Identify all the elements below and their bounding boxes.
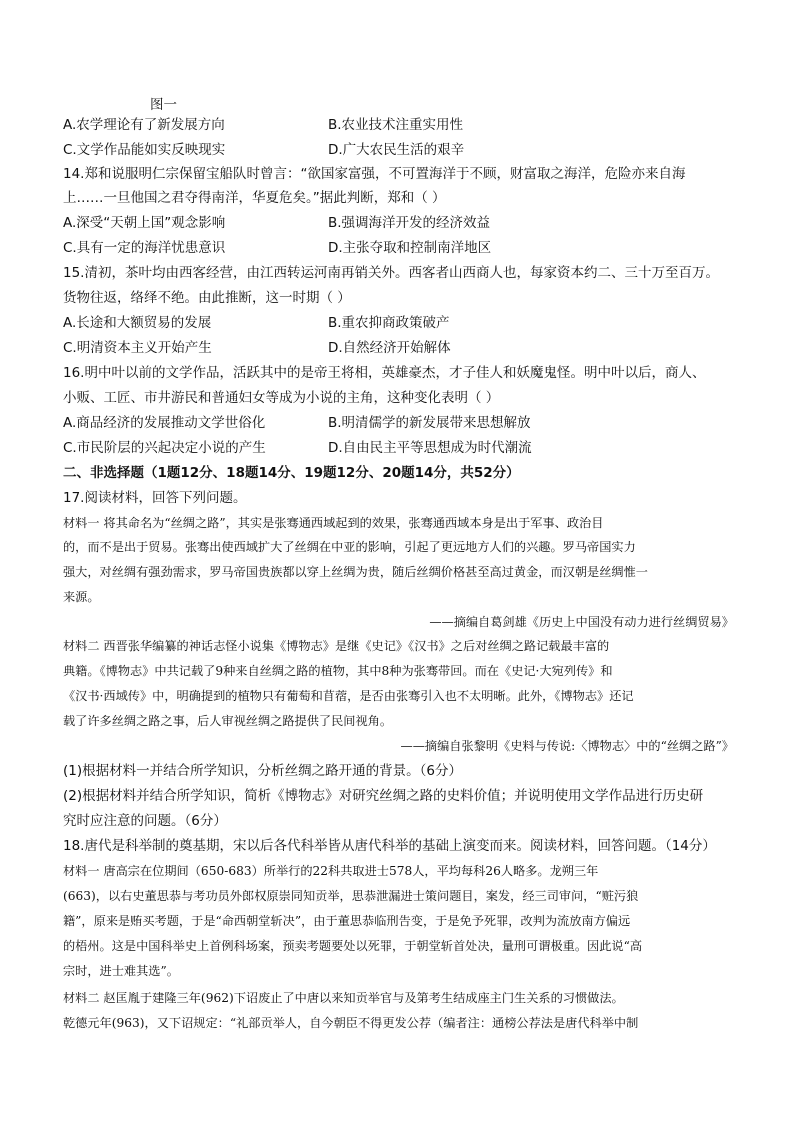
q17-material-2-line-3: 《汉书·西域传》中，明确提到的植物只有葡萄和苜蓿，是否由张骞引入也不太明晰。此外，《博物志》还记 (63, 689, 634, 703)
q17-material-1-line-3: 强大，对丝绸有强劲需求，罗马帝国贵族都以穿上丝绸为贵，随后丝绸价格甚至高过黄金，而汉朝是丝绸惟一 (63, 565, 648, 579)
q17-stem: 17.阅读材料，回答下列问题。 (63, 490, 247, 506)
q14-option-b[interactable]: B.强调海洋开发的经济效益 (328, 215, 491, 231)
q18-stem: 18.唐代是科举制的奠基期，宋以后各代科举皆从唐代科举的基础上演变而来。阅读材料，回答问题。（14分） (63, 838, 716, 854)
q16-option-c[interactable]: C.市民阶层的兴起决定小说的产生 (63, 440, 266, 456)
q17-sub-question-2-line-1: (2)根据材料并结合所学知识，简析《博物志》对研究丝绸之路的史料价值；并说明使用文学作品进行历史研 (63, 788, 704, 804)
q15-option-c[interactable]: C.明清资本主义开始产生 (63, 340, 212, 356)
q17-material-1-line-2: 的，而不是出于贸易。张骞出使西域扩大了丝绸在中亚的影响，引起了更远地方人们的兴趣。罗马帝国实力 (63, 540, 636, 554)
q16-option-d[interactable]: D.自由民主平等思想成为时代潮流 (328, 440, 532, 456)
q15-stem-line-1: 15.清初，茶叶均由西客经营，由江西转运河南再销关外。西客者山西商人也，每家资本约二、三十万至百万。 (63, 265, 719, 281)
q14-option-d[interactable]: D.主张夺取和控制南洋地区 (328, 240, 492, 256)
section-2-heading: 二、非选择题（1题12分、18题14分、19题12分、20题14分，共52分） (63, 465, 520, 481)
q15-option-b[interactable]: B.重农抑商政策破产 (328, 315, 450, 331)
q13-option-a[interactable]: A.农学理论有了新发展方向 (63, 117, 225, 133)
q16-stem-line-2: 小贩、工匠、市井游民和普通妇女等成为小说的主角，这种变化表明（ ） (63, 390, 500, 406)
q14-option-a[interactable]: A.深受“天朝上国”观念影响 (63, 215, 226, 231)
q18-material-1-line-3: 籍”，原来是贿买考题，于是“命西朝堂斩决”，由于董思恭临刑告变，于是免予死罪，改判为流放南方偏远 (63, 914, 631, 928)
q17-material-2-line-1: 材料二 西晋张华编纂的神话志怪小说集《博物志》是继《史记》《汉书》之后对丝绸之路记载最丰富的 (63, 639, 610, 653)
q14-option-c[interactable]: C.具有一定的海洋忧患意识 (63, 240, 226, 256)
q15-stem-line-2: 货物往返，络绎不绝。由此推断，这一时期（ ） (63, 290, 351, 306)
q18-material-2-line-1: 材料二 赵匡胤于建隆三年(962)下诏废止了中唐以来知贡举官与及第考生结成座主门生关系的习惯做法。 (63, 991, 624, 1005)
q17-material-2-line-2: 典籍。《博物志》中共记载了9种来自丝绸之路的植物，其中8种为张骞带回。而在《史记·大宛列传》和 (63, 664, 613, 678)
q14-stem-line-2: 上……一旦他国之君夺得南洋，华夏危矣。”据此判断，郑和（ ） (63, 190, 446, 206)
q18-material-1-line-5: 宗时，进士难其选”。 (63, 964, 179, 978)
q17-sub-question-1: (1)根据材料一并结合所学知识，分析丝绸之路开通的背景。（6分） (63, 763, 462, 779)
q17-material-1-line-1: 材料一 将其命名为“丝绸之路”，其实是张骞通西域起到的效果，张骞通西域本身是出于军事、政治目 (63, 516, 604, 530)
q17-material-1-line-4: 来源。 (63, 590, 100, 604)
q13-option-b[interactable]: B.农业技术注重实用性 (328, 117, 464, 133)
q13-option-c[interactable]: C.文学作品能如实反映现实 (63, 142, 226, 158)
q13-option-d[interactable]: D.广大农民生活的艰辛 (328, 142, 465, 158)
q16-stem-line-1: 16.明中叶以前的文学作品，活跃其中的是帝王将相，英雄豪杰，才子佳人和妖魔鬼怪。明中叶以后，商人、 (63, 365, 706, 381)
q18-material-2-line-2: 乾德元年(963)，又下诏规定：“礼部贡举人，自今朝臣不得更发公荐（编者注：通榜公荐法是唐代科举中制 (63, 1016, 639, 1030)
q17-material-2-line-4: 载了许多丝绸之路之事，后人审视丝绸之路提供了民间视角。 (63, 714, 393, 728)
q14-stem-line-1: 14.郑和说服明仁宗保留宝船队时曾言：“欲国家富强，不可置海洋于不顾，财富取之海洋，危险亦来自海 (63, 166, 686, 182)
q18-material-1-line-1: 材料一 唐高宗在位期间（650-683）所举行的22科共取进士578人，平均每科26人略多。龙朔三年 (63, 864, 599, 878)
q16-option-b[interactable]: B.明清儒学的新发展带来思想解放 (328, 415, 531, 431)
q15-option-a[interactable]: A.长途和大额贸易的发展 (63, 315, 212, 331)
q17-material-1-source: ——摘编自葛剑雄《历史上中国没有动力进行丝绸贸易》 (429, 615, 734, 629)
q15-option-d[interactable]: D.自然经济开始解体 (328, 340, 451, 356)
q17-material-2-source: ——摘编自张黎明《史料与传说:〈博物志〉中的“丝绸之路”》 (400, 739, 734, 753)
q17-sub-question-2-line-2: 究时应注意的问题。（6分） (63, 813, 227, 829)
q18-material-1-line-2: (663)，以右史董思恭与考功员外郎权原崇同知贡举，思恭泄漏进士策问题目，案发，经三司审问，“赃污狼 (63, 889, 639, 903)
q16-option-a[interactable]: A.商品经济的发展推动文学世俗化 (63, 415, 266, 431)
figure-caption: 图一 (150, 97, 177, 113)
q18-material-1-line-4: 的梧州。这是中国科举史上首例科场案，预卖考题要处以死罪，于朝堂斩首处决，量刑可谓极重。因此说“高 (63, 939, 643, 953)
